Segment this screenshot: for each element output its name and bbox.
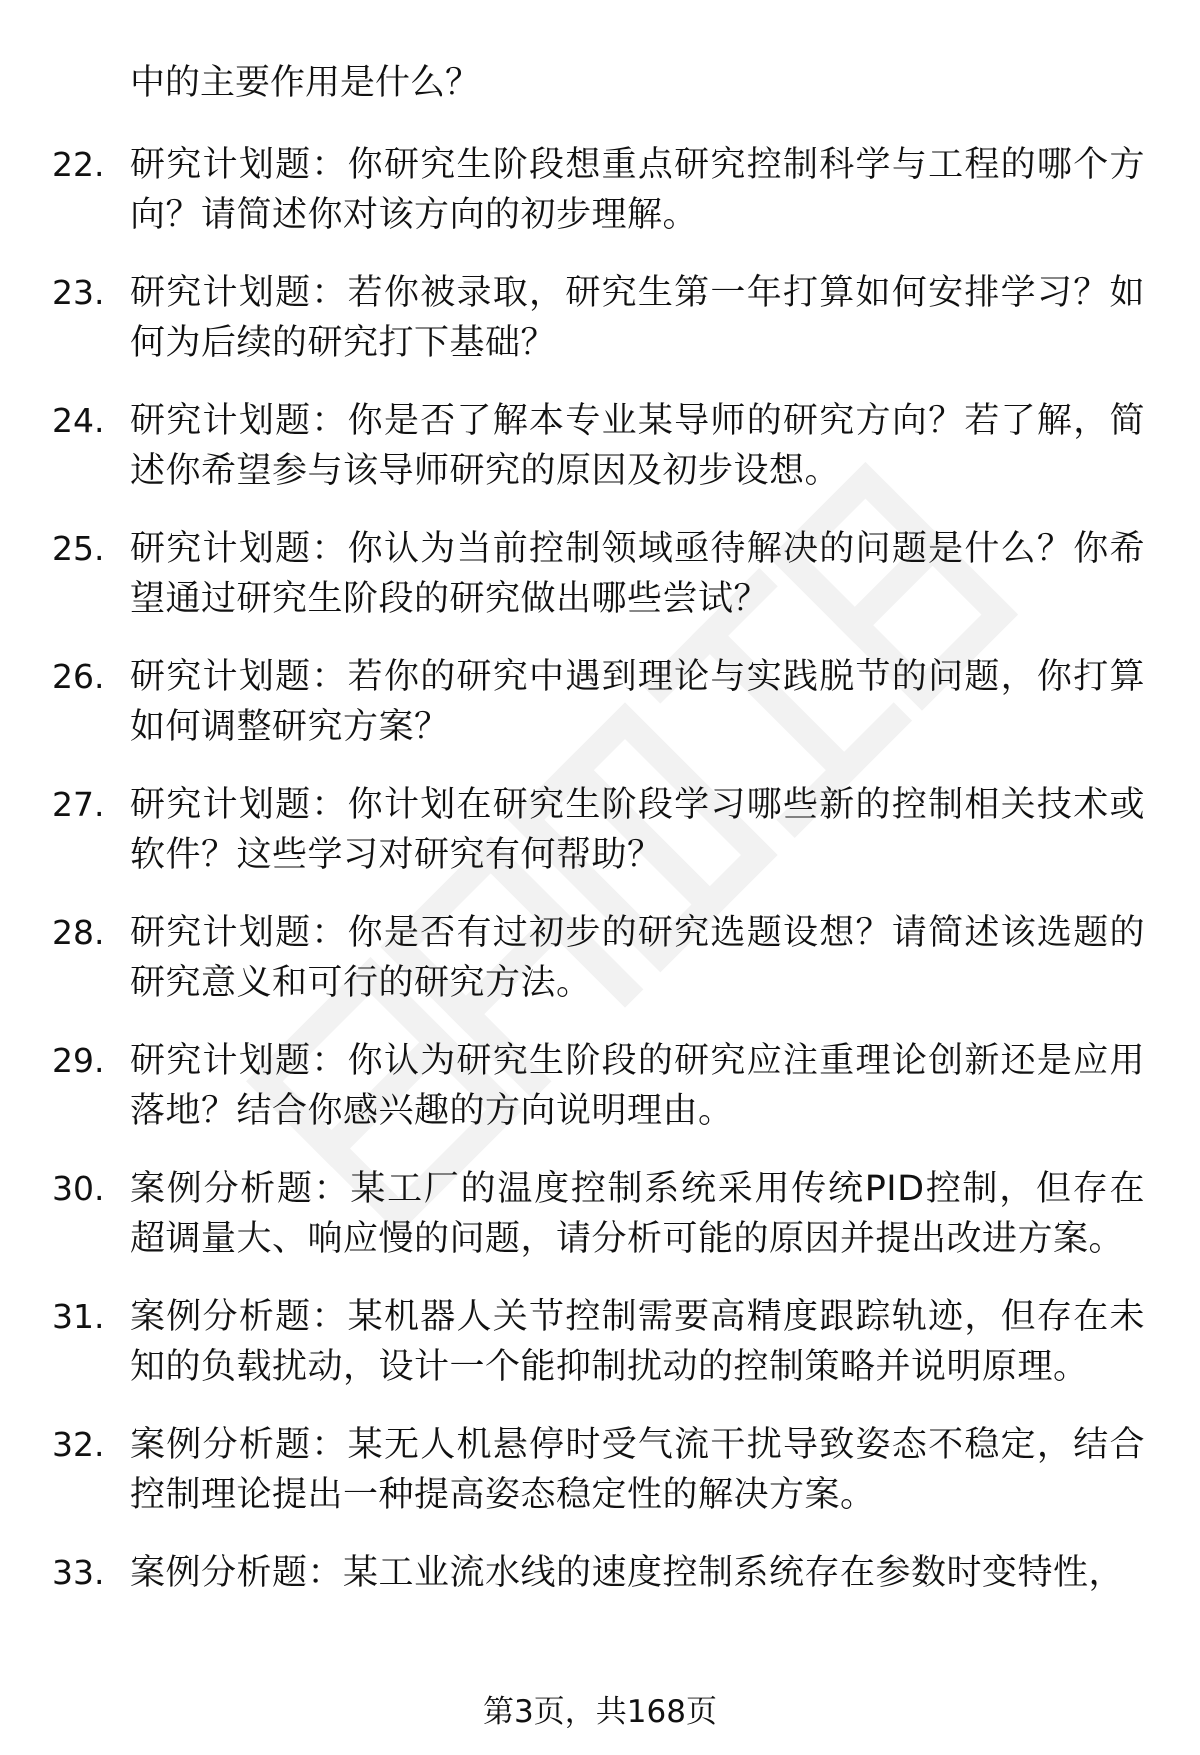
question-text: 案例分析题：某工厂的温度控制系统采用传统PID控制，但存在超调量大、响应慢的问题，请分析可能的原因并提出改进方案。 bbox=[130, 1169, 1145, 1259]
question-item bbox=[0, 396, 1200, 496]
question-number: 22. bbox=[52, 145, 105, 184]
question-item bbox=[0, 1164, 1200, 1264]
question-item bbox=[0, 1420, 1200, 1520]
question-number: 28. bbox=[52, 913, 105, 952]
question-item bbox=[0, 780, 1200, 880]
question-number: 26. bbox=[52, 657, 105, 696]
question-text: 研究计划题：若你的研究中遇到理论与实践脱节的问题，你打算如何调整研究方案？ bbox=[130, 657, 1145, 747]
question-number: 32. bbox=[52, 1425, 105, 1464]
question-text: 研究计划题：你研究生阶段想重点研究控制科学与工程的哪个方向？请简述你对该方向的初步理解。 bbox=[130, 145, 1145, 235]
question-number: 27. bbox=[52, 785, 105, 824]
question-text: 案例分析题：某无人机悬停时受气流干扰导致姿态不稳定，结合控制理论提出一种提高姿态稳定性的解决方案。 bbox=[130, 1425, 1145, 1515]
question-text: 案例分析题：某机器人关节控制需要高精度跟踪轨迹，但存在未知的负载扰动，设计一个能抑制扰动的控制策略并说明原理。 bbox=[130, 1297, 1145, 1387]
question-number: 31. bbox=[52, 1297, 105, 1336]
question-number: 25. bbox=[52, 529, 105, 568]
question-text: 研究计划题：你计划在研究生阶段学习哪些新的控制相关技术或软件？这些学习对研究有何帮助？ bbox=[130, 785, 1145, 875]
question-text: 研究计划题：若你被录取，研究生第一年打算如何安排学习？如何为后续的研究打下基础？ bbox=[130, 273, 1145, 363]
question-item bbox=[0, 908, 1200, 1008]
question-continuation: 中的主要作用是什么？ bbox=[130, 63, 481, 103]
question-item bbox=[0, 1036, 1200, 1136]
question-item bbox=[0, 524, 1200, 624]
question-item bbox=[0, 1548, 1200, 1648]
question-number: 29. bbox=[52, 1041, 105, 1080]
question-text: 研究计划题：你认为研究生阶段的研究应注重理论创新还是应用落地？结合你感兴趣的方向说明理由。 bbox=[130, 1041, 1145, 1131]
question-item bbox=[0, 268, 1200, 368]
question-item bbox=[0, 140, 1200, 240]
question-text: 研究计划题：你认为当前控制领域亟待解决的问题是什么？你希望通过研究生阶段的研究做出哪些尝试？ bbox=[130, 529, 1145, 619]
page-number-footer: 第3页，共168页 bbox=[483, 1694, 717, 1730]
question-number: 30. bbox=[52, 1169, 105, 1208]
question-item bbox=[0, 1292, 1200, 1392]
question-text: 研究计划题：你是否了解本专业某导师的研究方向？若了解，简述你希望参与该导师研究的原因及初步设想。 bbox=[130, 401, 1145, 491]
question-text: 研究计划题：你是否有过初步的研究选题设想？请简述该选题的研究意义和可行的研究方法。 bbox=[130, 913, 1145, 1003]
question-number: 33. bbox=[52, 1553, 105, 1592]
question-text: 案例分析题：某工业流水线的速度控制系统存在参数时变特性， bbox=[130, 1553, 1125, 1593]
question-number: 23. bbox=[52, 273, 105, 312]
question-item bbox=[0, 652, 1200, 752]
question-number: 24. bbox=[52, 401, 105, 440]
